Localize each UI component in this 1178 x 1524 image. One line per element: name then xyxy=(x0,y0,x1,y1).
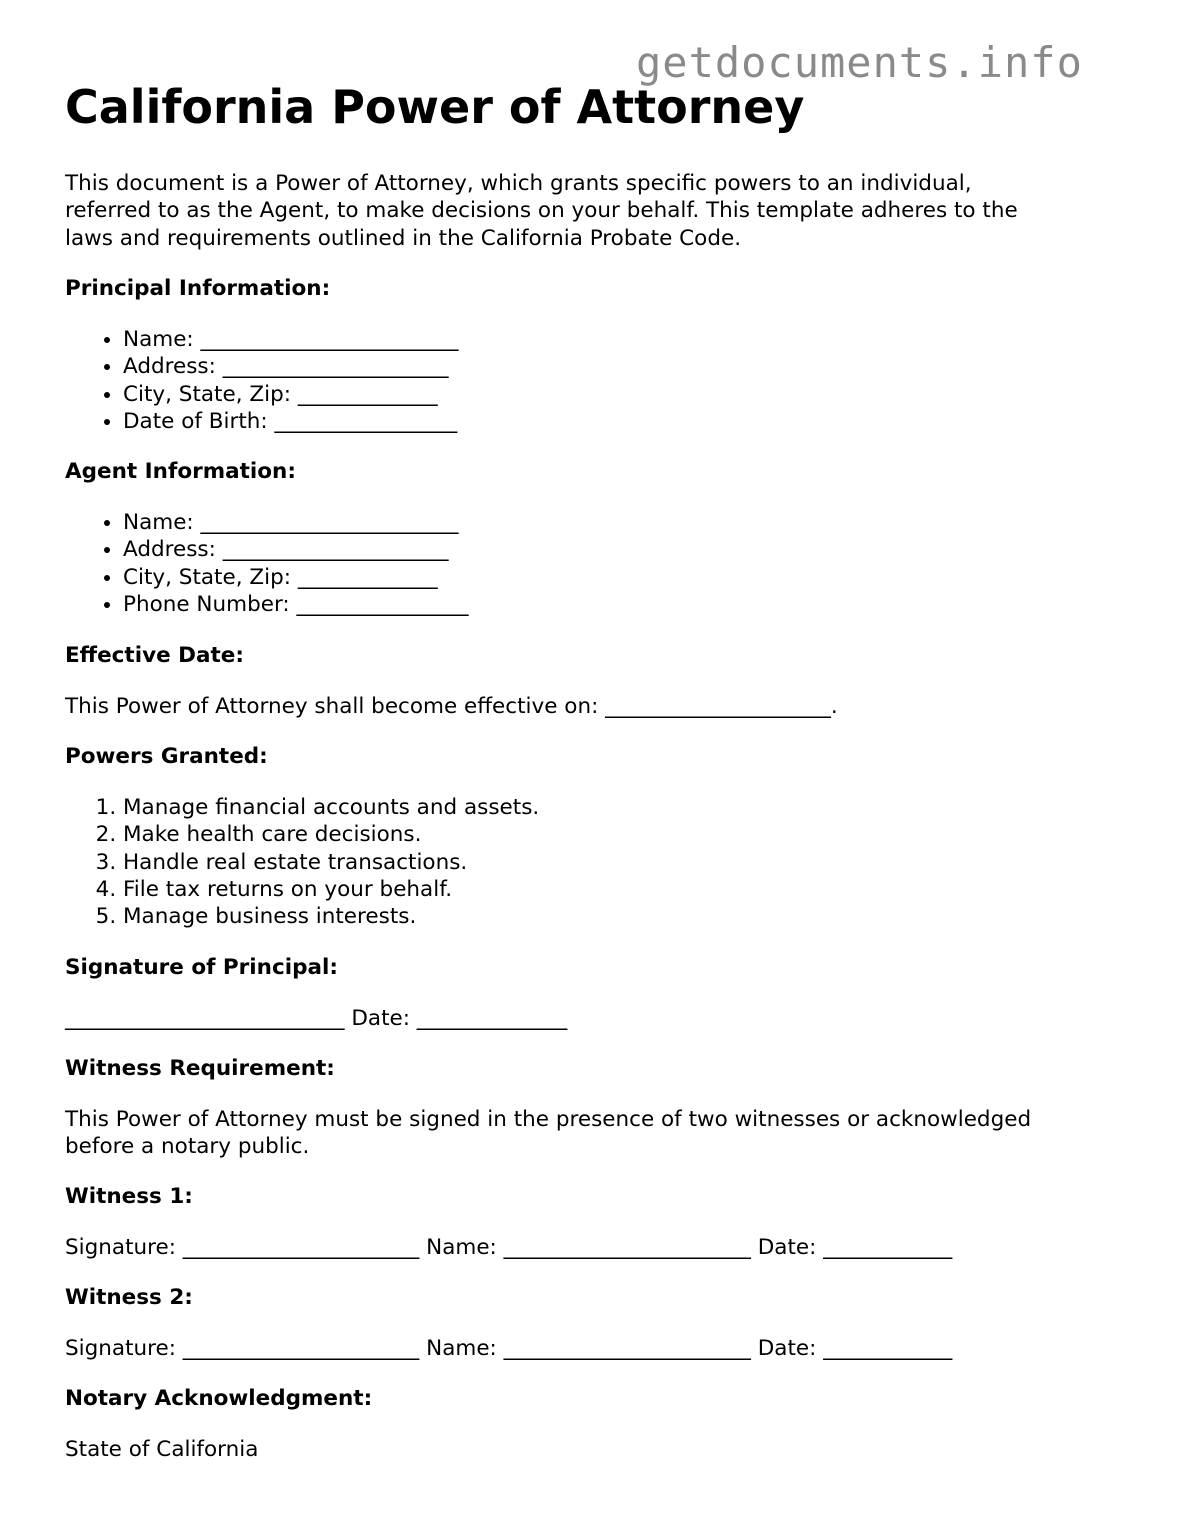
power-item: 4. File tax returns on your behalf. xyxy=(123,876,539,903)
principal-name-field: • Name: ________________________ xyxy=(123,326,459,353)
effective-heading: Effective Date: xyxy=(65,643,244,668)
witness2-heading: Witness 2: xyxy=(65,1285,193,1310)
agent-heading: Agent Information: xyxy=(65,459,296,484)
notary-text: State of California xyxy=(65,1437,259,1462)
power-item: 1. Manage financial accounts and assets. xyxy=(123,794,539,821)
witness-requirement-text xyxy=(65,1106,1031,1161)
powers-list xyxy=(65,794,539,930)
witness2-line: Signature: ______________________ Name: _______________________ Date: ____________ xyxy=(65,1336,953,1361)
principal-fields xyxy=(65,326,459,435)
powers-heading: Powers Granted: xyxy=(65,744,268,769)
notary-heading: Notary Acknowledgment: xyxy=(65,1386,373,1411)
witness1-line: Signature: ______________________ Name: _______________________ Date: ____________ xyxy=(65,1235,953,1260)
intro-line: This document is a Power of Attorney, which grants specific powers to an individual, xyxy=(65,171,972,196)
witness1-heading: Witness 1: xyxy=(65,1184,193,1209)
witness-requirement-line: This Power of Attorney must be signed in the presence of two witnesses or acknowledged xyxy=(65,1107,1032,1132)
principal-address-field: • Address: _____________________ xyxy=(123,353,459,380)
signature-line: __________________________ Date: ______________ xyxy=(65,1006,568,1031)
witness-requirement-line: before a notary public. xyxy=(65,1134,310,1160)
agent-address-field: • Address: _____________________ xyxy=(123,536,469,563)
power-item: 3. Handle real estate transactions. xyxy=(123,849,539,876)
intro-line: laws and requirements outlined in the California Probate Code. xyxy=(65,225,742,251)
agent-city-field: • City, State, Zip: _____________ xyxy=(123,564,469,591)
agent-name-field: • Name: ________________________ xyxy=(123,509,469,536)
document-title: California Power of Attorney xyxy=(65,80,805,134)
agent-fields xyxy=(65,509,469,618)
principal-dob-field: • Date of Birth: _________________ xyxy=(123,408,459,435)
effective-text: This Power of Attorney shall become effective on: _____________________. xyxy=(65,694,838,719)
witness-requirement-heading: Witness Requirement: xyxy=(65,1056,335,1081)
watermark: getdocuments.info xyxy=(636,38,1083,87)
signature-heading: Signature of Principal: xyxy=(65,955,338,980)
power-item: 2. Make health care decisions. xyxy=(123,821,539,848)
agent-phone-field: • Phone Number: ________________ xyxy=(123,591,469,618)
principal-heading: Principal Information: xyxy=(65,276,331,301)
intro-paragraph xyxy=(65,170,1018,252)
power-item: 5. Manage business interests. xyxy=(123,903,539,930)
principal-city-field: • City, State, Zip: _____________ xyxy=(123,381,459,408)
intro-line: referred to as the Agent, to make decisions on your behalf. This template adheres to the xyxy=(65,198,1018,224)
